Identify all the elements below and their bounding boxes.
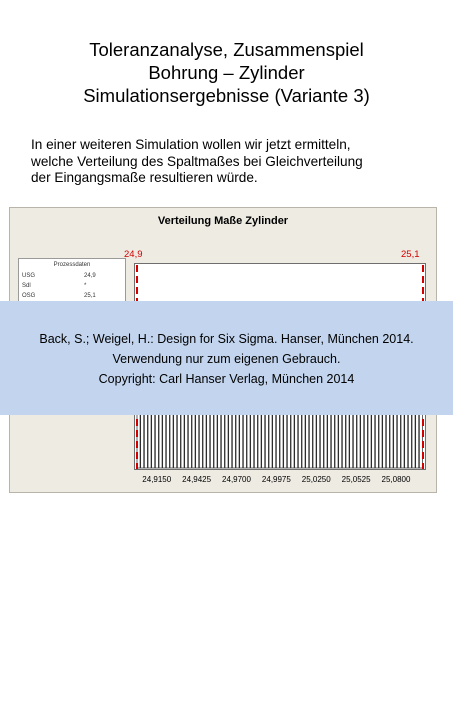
intro-line: der Eingangsmaße resultieren würde. — [31, 170, 258, 185]
stat-key: USG — [22, 273, 36, 279]
chart-title: Verteilung Maße Zylinder — [157, 215, 289, 227]
stat-value: * — [84, 283, 87, 289]
stat-key: Sdl — [22, 283, 31, 289]
slide-title-line: Toleranzanalyse, Zusammenspiel — [89, 39, 364, 60]
stat-value: 24,9 — [84, 273, 96, 279]
copyright-line: Copyright: Carl Hanser Verlag, München 2014 — [98, 372, 355, 386]
x-tick-label: 24,9975 — [261, 475, 291, 484]
lower-spec-label: 24,9 — [124, 249, 143, 260]
x-tick-label: 25,0800 — [381, 475, 411, 484]
copyright-overlay — [0, 301, 453, 415]
slide-title-line: Bohrung – Zylinder — [148, 62, 305, 83]
x-tick-label: 24,9700 — [222, 475, 251, 484]
slide-title — [0, 38, 453, 107]
intro-text — [31, 137, 441, 187]
x-tick-label: 24,9425 — [182, 475, 212, 484]
x-tick-label: 24,9150 — [142, 475, 172, 484]
intro-line: In einer weiteren Simulation wollen wir jetzt ermitteln, — [31, 137, 351, 152]
slide-title-line: Simulationsergebnisse (Variante 3) — [83, 85, 370, 106]
copyright-line: Verwendung nur zum eigenen Gebrauch. — [112, 352, 341, 366]
process-data-header: Prozessdaten — [53, 262, 91, 268]
upper-spec-label: 25,1 — [401, 249, 420, 260]
stat-value: 25,1 — [84, 293, 96, 299]
x-tick-label: 25,0525 — [341, 475, 371, 484]
intro-line: welche Verteilung des Spaltmaßes bei Gleichverteilung — [31, 153, 363, 169]
copyright-line: Back, S.; Weigel, H.: Design for Six Sigma. Hanser, München 2014. — [39, 332, 414, 346]
x-tick-label: 25,0250 — [301, 475, 331, 484]
stat-key: OSG — [22, 293, 36, 299]
